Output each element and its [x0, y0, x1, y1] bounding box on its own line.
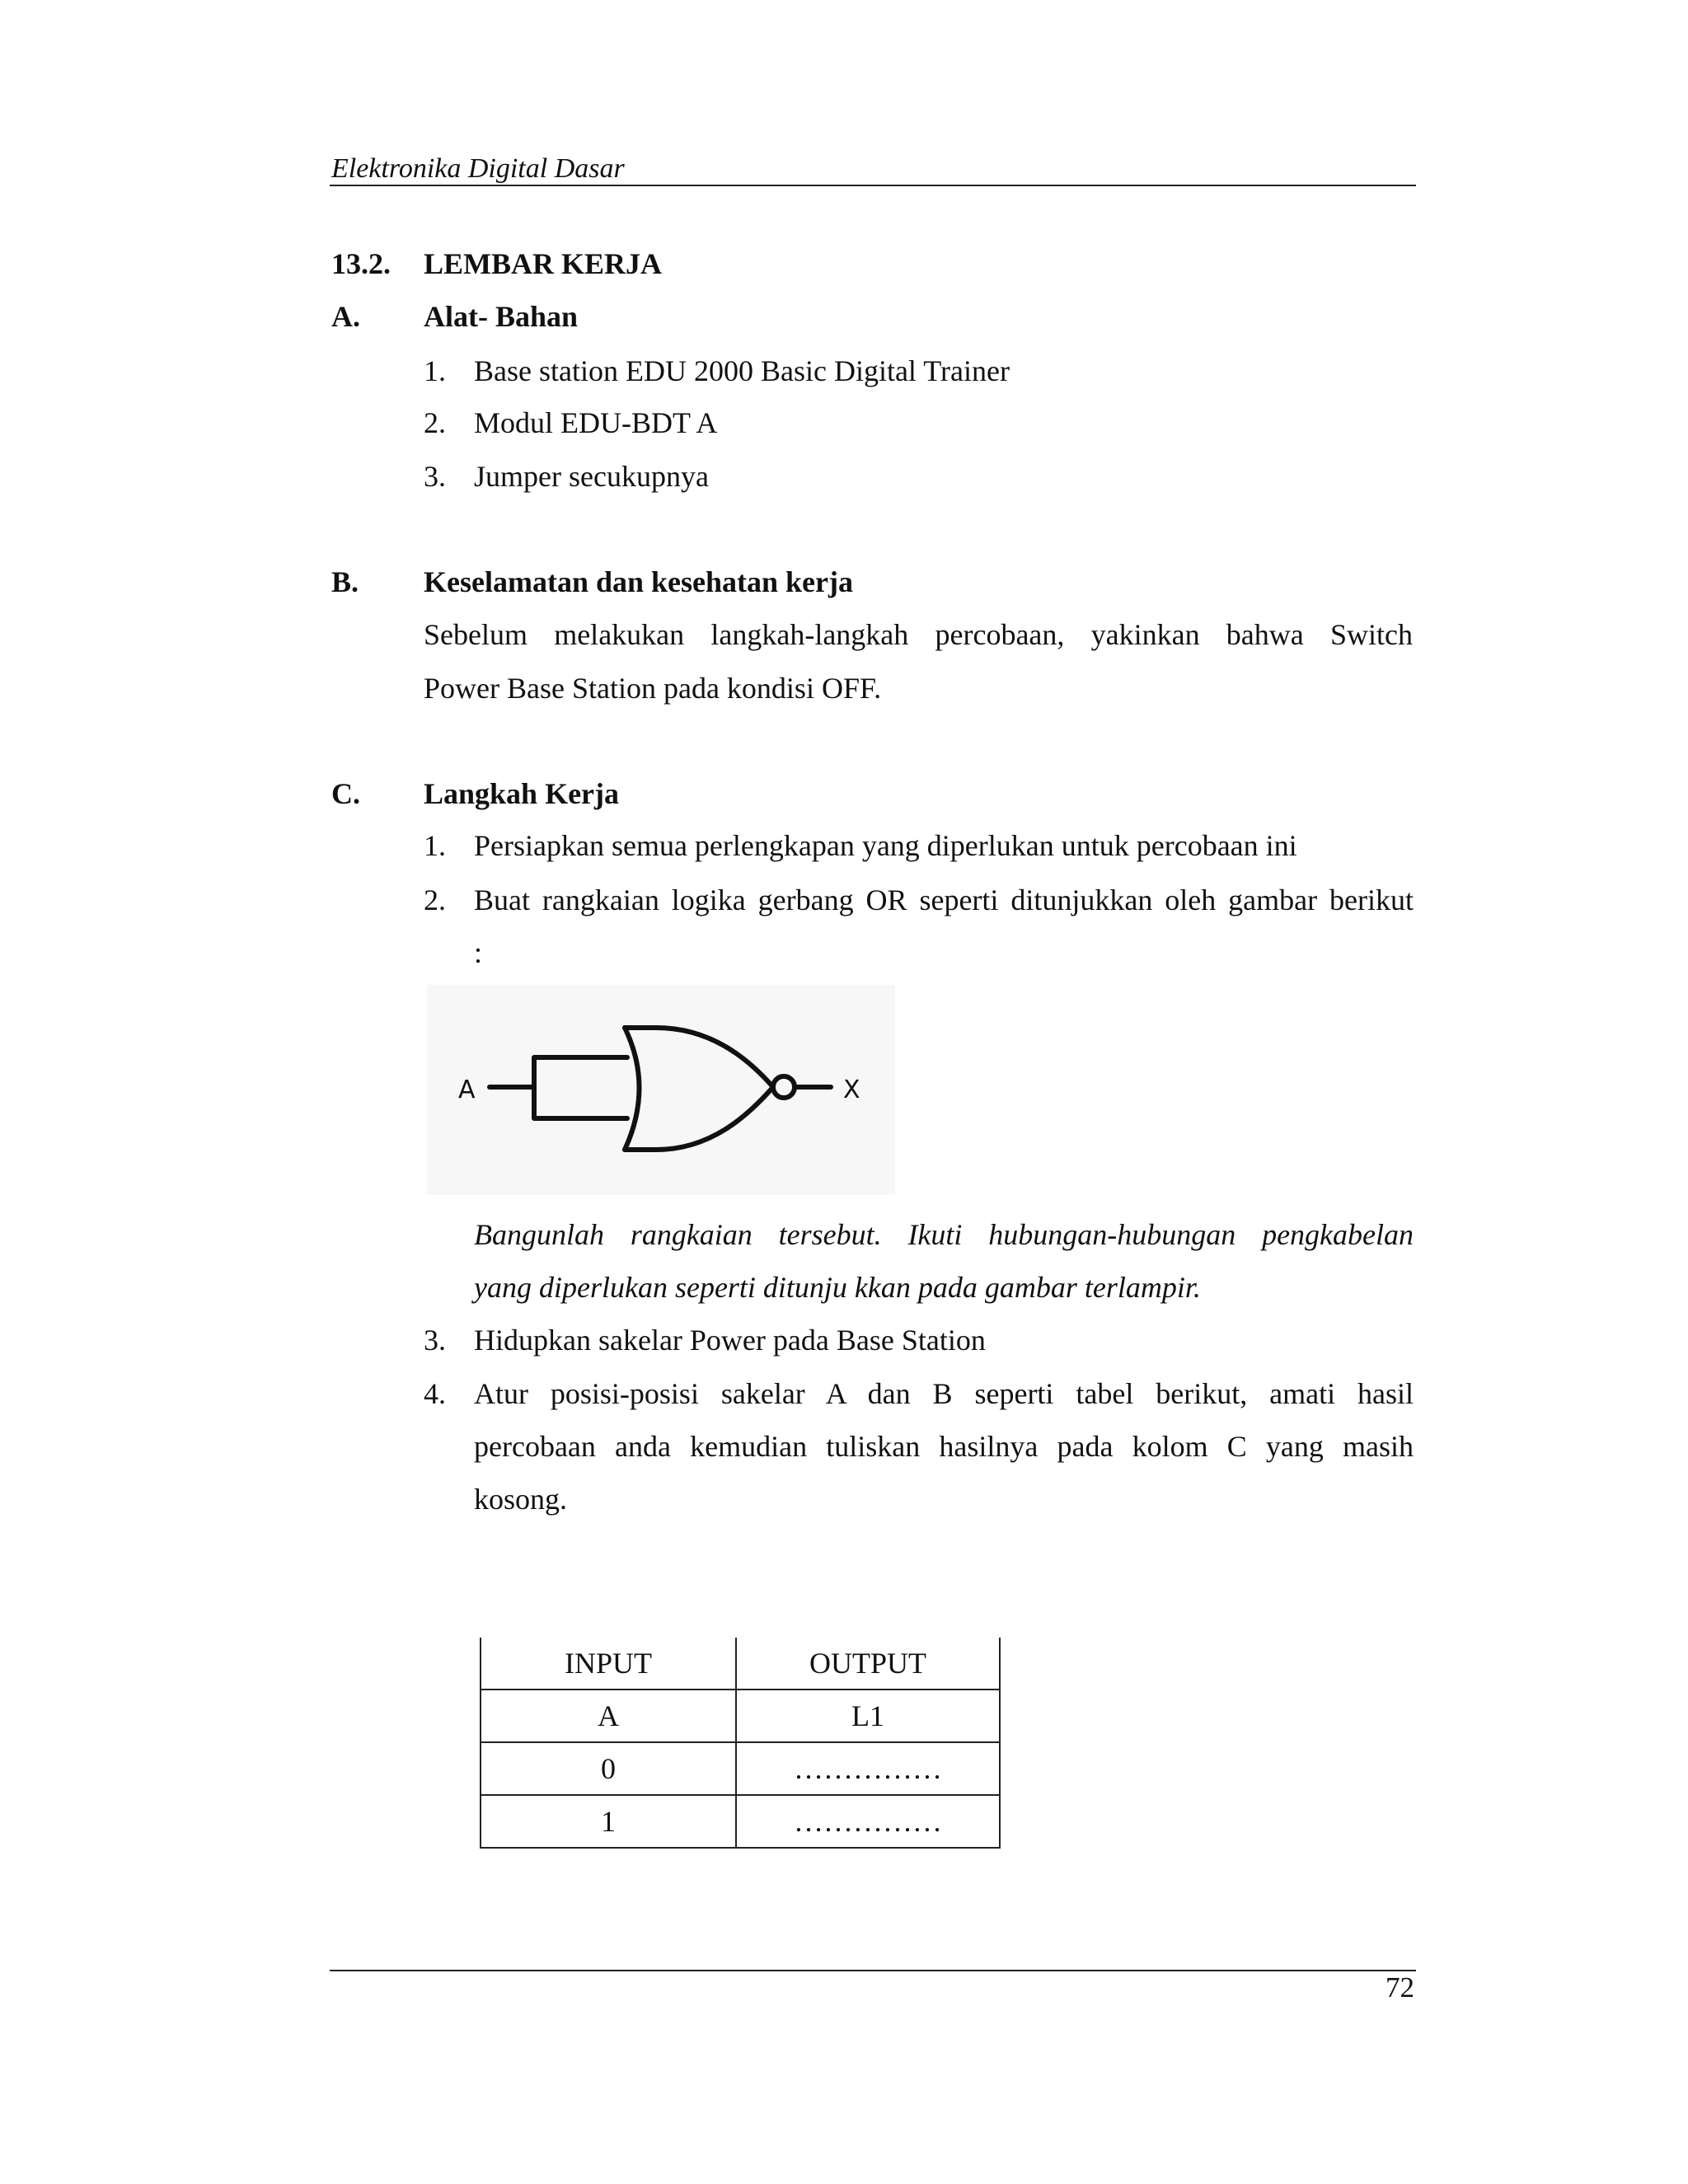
step-text: kosong. [474, 1483, 568, 1516]
table-subheader-row [481, 1690, 1000, 1742]
step-text: Persiapkan semua perlengkapan yang diperlukan untuk percobaan ini [474, 829, 1297, 862]
list-item-number: 3. [424, 460, 446, 493]
truth-table [480, 1638, 1001, 1849]
section-number: 13.2. [331, 247, 391, 280]
list-item-number: 1. [424, 354, 446, 387]
not-gate-diagram [427, 985, 895, 1195]
section-title: LEMBAR KERJA [424, 247, 663, 280]
gate-input-label: A [458, 1076, 476, 1104]
header-rule [330, 185, 1416, 186]
instruction-line: Bangunlah rangkaian tersebut. Ikuti hubungan-hubungan pengkabelan [474, 1218, 1414, 1251]
langkah-label: C. [331, 777, 360, 810]
step-text: Hidupkan sakelar Power pada Base Station [474, 1324, 986, 1357]
keselamatan-paragraph-line: Power Base Station pada kondisi OFF. [424, 672, 882, 705]
keselamatan-title: Keselamatan dan kesehatan kerja [424, 565, 853, 598]
step-text: Atur posisi-posisi sakelar A dan B seperti tabel berikut, amati hasil [474, 1377, 1414, 1410]
list-item: Jumper secukupnya [474, 460, 709, 493]
step-text: Buat rangkaian logika gerbang OR seperti ditunjukkan oleh gambar berikut [474, 883, 1414, 916]
list-item: Modul EDU-BDT A [474, 406, 718, 439]
table-cell: …………… [736, 1742, 1000, 1795]
step-text: : [474, 936, 483, 969]
gate-output-label: X [843, 1076, 860, 1104]
table-header-row [481, 1638, 1000, 1690]
keselamatan-label: B. [331, 565, 359, 598]
step-number: 2. [424, 883, 446, 916]
table-subheader-l1: L1 [736, 1690, 1000, 1742]
step-text: percobaan anda kemudian tuliskan hasilnya pada kolom C yang masih [474, 1430, 1414, 1463]
table-row [481, 1795, 1000, 1848]
list-item: Base station EDU 2000 Basic Digital Trainer [474, 354, 1010, 387]
nor-gate-symbol [427, 985, 895, 1195]
footer-rule [330, 1970, 1416, 1971]
alat-bahan-title: Alat- Bahan [424, 300, 579, 333]
table-subheader-a: A [481, 1690, 736, 1742]
list-item-number: 2. [424, 406, 446, 439]
page-number: 72 [1386, 1971, 1414, 2004]
step-number: 1. [424, 829, 446, 862]
step-number: 4. [424, 1377, 446, 1410]
table-cell: …………… [736, 1795, 1000, 1848]
table-row [481, 1742, 1000, 1795]
step-number: 3. [424, 1324, 446, 1357]
instruction-line: yang diperlukan seperti ditunju kkan pada gambar terlampir. [474, 1271, 1201, 1304]
alat-bahan-label: A. [331, 300, 360, 333]
table-header-output: OUTPUT [736, 1638, 1000, 1690]
langkah-title: Langkah Kerja [424, 777, 620, 810]
table-header-input: INPUT [481, 1638, 736, 1690]
table-cell: 0 [481, 1742, 736, 1795]
running-header: Elektronika Digital Dasar [331, 153, 625, 184]
keselamatan-paragraph-line: Sebelum melakukan langkah-langkah percobaan, yakinkan bahwa Switch [424, 618, 1413, 651]
table-cell: 1 [481, 1795, 736, 1848]
